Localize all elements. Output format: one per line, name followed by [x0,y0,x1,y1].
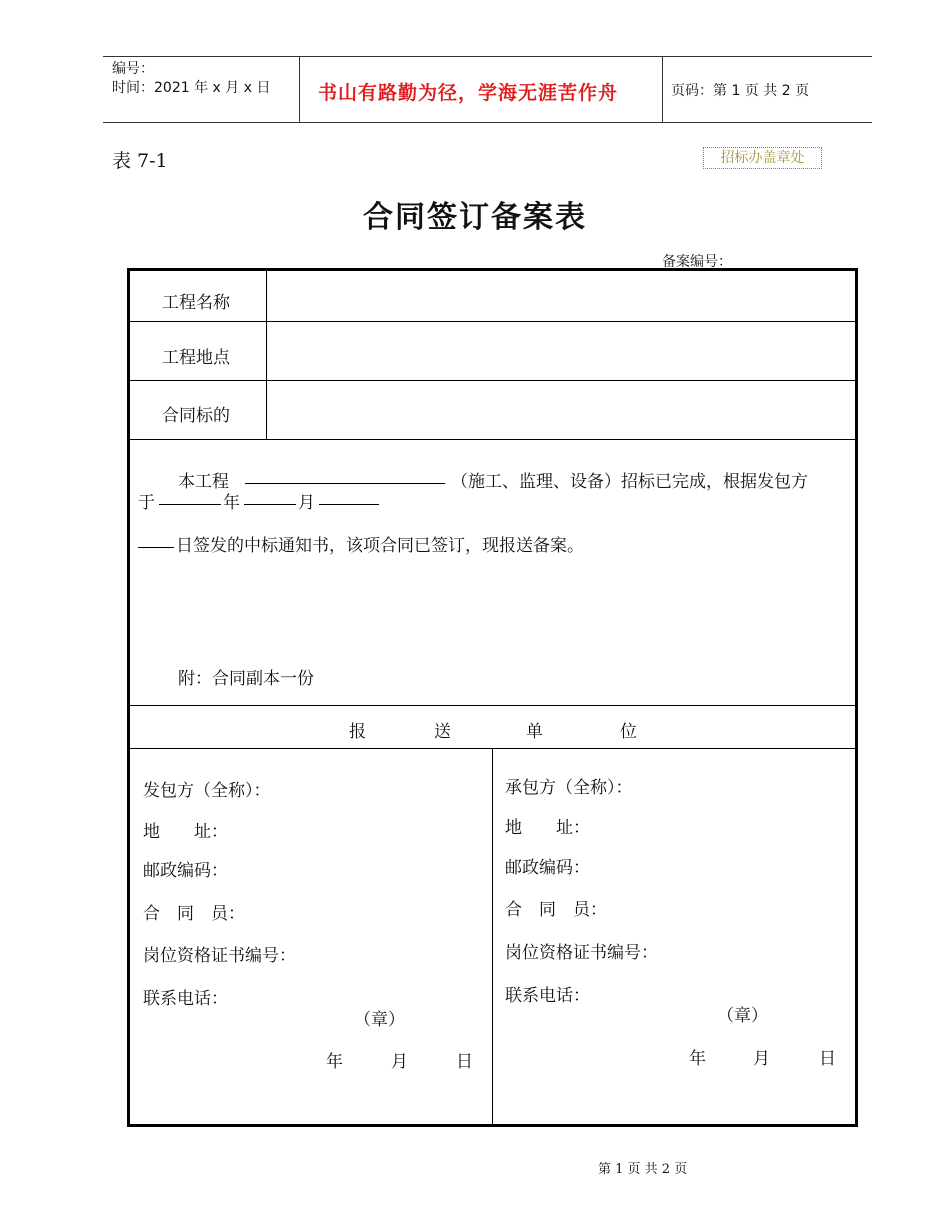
record-no-label: 备案编号： [662,254,732,270]
stamp-label: 招标办盖章处 [720,150,805,166]
column-rule [492,748,493,1124]
statement-middle: （施工、监理、设备）招标已完成，根据发包方 [451,472,808,492]
header-bottom-rule [103,122,872,123]
project-name-field[interactable] [267,271,855,321]
statement-prefix: 本工程 [178,472,229,492]
number-label: 编号： [112,61,154,77]
day-blank-2[interactable] [138,531,174,548]
header-divider [299,56,300,123]
page-label: 页码：第 1 页 共 2 页 [671,83,810,99]
employer-contract-person-label: 合 同 员： [143,904,245,924]
employer-name-label: 发包方（全称）： [143,781,271,801]
month-blank[interactable] [244,488,296,505]
contractor-contract-person-label: 合 同 员： [505,900,607,920]
employer-phone-label: 联系电话： [143,989,228,1009]
filing-form [127,268,858,1127]
statement-line3: 日签发的中标通知书，该项合同已签订，现报送备案。 [176,536,584,556]
contractor-date-day: 日 [819,1049,836,1069]
table-label: 表 7-1 [112,150,168,172]
header-top-rule [103,56,872,57]
contractor-postcode-label: 邮政编码： [505,858,590,878]
stamp-box [703,147,822,169]
project-location-field[interactable] [267,322,855,380]
contractor-address-label: 地 址： [505,818,590,838]
employer-date-day: 日 [456,1052,473,1072]
year-label: 年 [223,493,240,513]
day-blank[interactable] [319,488,379,505]
tender-type-blank[interactable] [245,467,445,484]
year-blank[interactable] [159,488,221,505]
project-name-label: 工程名称 [162,293,230,313]
employer-address-label: 地 址： [143,822,228,842]
motto: 书山有路勤为径，学海无涯苦作舟 [318,82,619,104]
contractor-name-label: 承包方（全称）： [505,778,633,798]
employer-date-month: 月 [391,1052,408,1072]
page-title: 合同签订备案表 [363,200,587,235]
time-label: 时间：2021 年 x 月 x 日 [112,80,271,96]
contract-subject-field[interactable] [267,381,855,439]
employer-seal-label: （章） [354,1010,405,1030]
month-label: 月 [298,493,315,513]
project-location-label: 工程地点 [162,348,230,368]
submit-header-char: 位 [620,722,637,742]
contractor-phone-label: 联系电话： [505,986,590,1006]
submit-header-char: 报 [349,722,366,742]
statement-line2-prefix: 于 [138,493,155,513]
submit-header-char: 单 [526,722,543,742]
submit-header-char: 送 [434,722,451,742]
employer-certificate-label: 岗位资格证书编号： [143,946,296,966]
contractor-seal-label: （章） [717,1006,768,1026]
row-rule [130,439,855,440]
page-footer: 第 1 页 共 2 页 [598,1162,688,1177]
header-divider [662,56,663,123]
contractor-certificate-label: 岗位资格证书编号： [505,943,658,963]
employer-date-year: 年 [326,1052,343,1072]
contractor-date-year: 年 [689,1049,706,1069]
attachment-note: 附：合同副本一份 [178,669,314,689]
contractor-date-month: 月 [753,1049,770,1069]
row-rule [130,705,855,706]
employer-postcode-label: 邮政编码： [143,861,228,881]
contract-subject-label: 合同标的 [162,406,230,426]
